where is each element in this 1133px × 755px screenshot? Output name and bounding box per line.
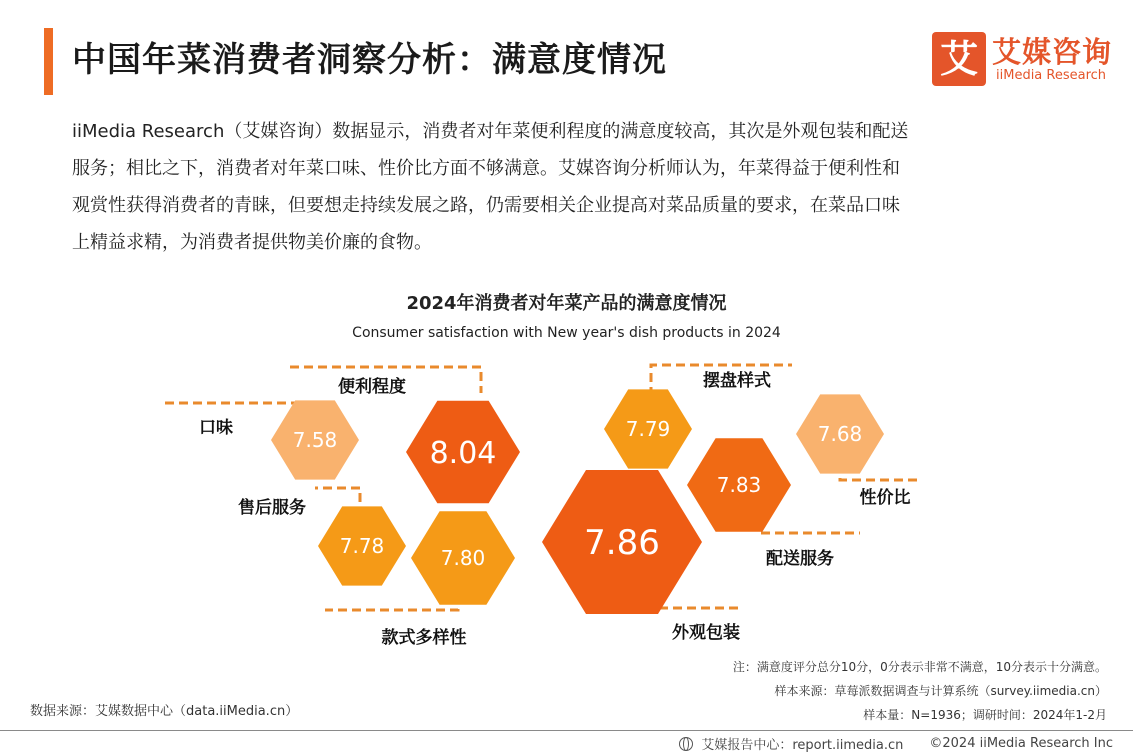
category-label: 口味 [199,418,233,438]
intro-line: 服务；相比之下，消费者对年菜口味、性价比方面不够满意。艾媒咨询分析师认为，年菜得益于便利性和 [72,158,900,179]
hexagon-bubble [165,400,359,479]
globe-icon [679,737,693,751]
value-label: 7.78 [339,534,385,559]
hexagon-bubble [796,394,918,508]
value-label: 7.86 [584,523,660,564]
value-label: 7.80 [440,546,486,571]
intro-line: iiMedia Research（艾媒咨询）数据显示，消费者对年菜便利程度的满意度较高，其次是外观包装和配送 [72,121,909,142]
category-label: 性价比 [859,488,911,508]
hexagon-bubble [238,488,406,586]
value-label: 8.04 [429,435,497,471]
chart-subtitle: Consumer satisfaction with New year's dish products in 2024 [352,325,781,341]
logo-mark-icon: 艾 [932,32,986,86]
logo-text-cn: 艾媒咨询 [992,35,1113,69]
category-label: 款式多样性 [381,628,467,648]
category-label: 便利程度 [338,377,406,397]
value-label: 7.68 [817,422,863,447]
footer-divider [0,730,1133,731]
scale-note: 注：满意度评分总分10分，0分表示非常不满意，10分表示十分满意。 [732,660,1107,674]
category-label: 售后服务 [238,498,306,518]
intro-line: 上精益求精，为消费者提供物美价廉的食物。 [72,232,432,253]
intro-line: 观赏性获得消费者的青睐，但要想走持续发展之路，仍需要相关企业提高对菜品质量的要求，在菜品口味 [72,195,900,216]
footer-copyright: ©2024 iiMedia Research Inc [929,736,1113,751]
chart-title: 2024年消费者对年菜产品的满意度情况 [406,293,727,314]
footer-report-link[interactable]: 艾媒报告中心：report.iimedia.cn [701,738,904,753]
sample-size-note: 样本量：N=1936；调研时间：2024年1-2月 [863,708,1107,722]
value-label: 7.79 [625,417,671,442]
value-label: 7.58 [292,428,338,453]
connector-line [760,520,860,533]
sample-source-note: 样本来源：草莓派数据调查与计算系统（survey.iimedia.cn） [774,684,1107,698]
data-source: 数据来源：艾媒数据中心（data.iiMedia.cn） [30,704,299,719]
category-label: 外观包装 [672,623,740,643]
page-title: 中国年菜消费者洞察分析：满意度情况 [72,40,667,80]
footer [679,734,1113,753]
category-label: 摆盘样式 [703,371,771,391]
value-label: 7.83 [716,473,762,498]
logo-text-en: iiMedia Research [996,68,1107,83]
category-label: 配送服务 [766,549,834,569]
